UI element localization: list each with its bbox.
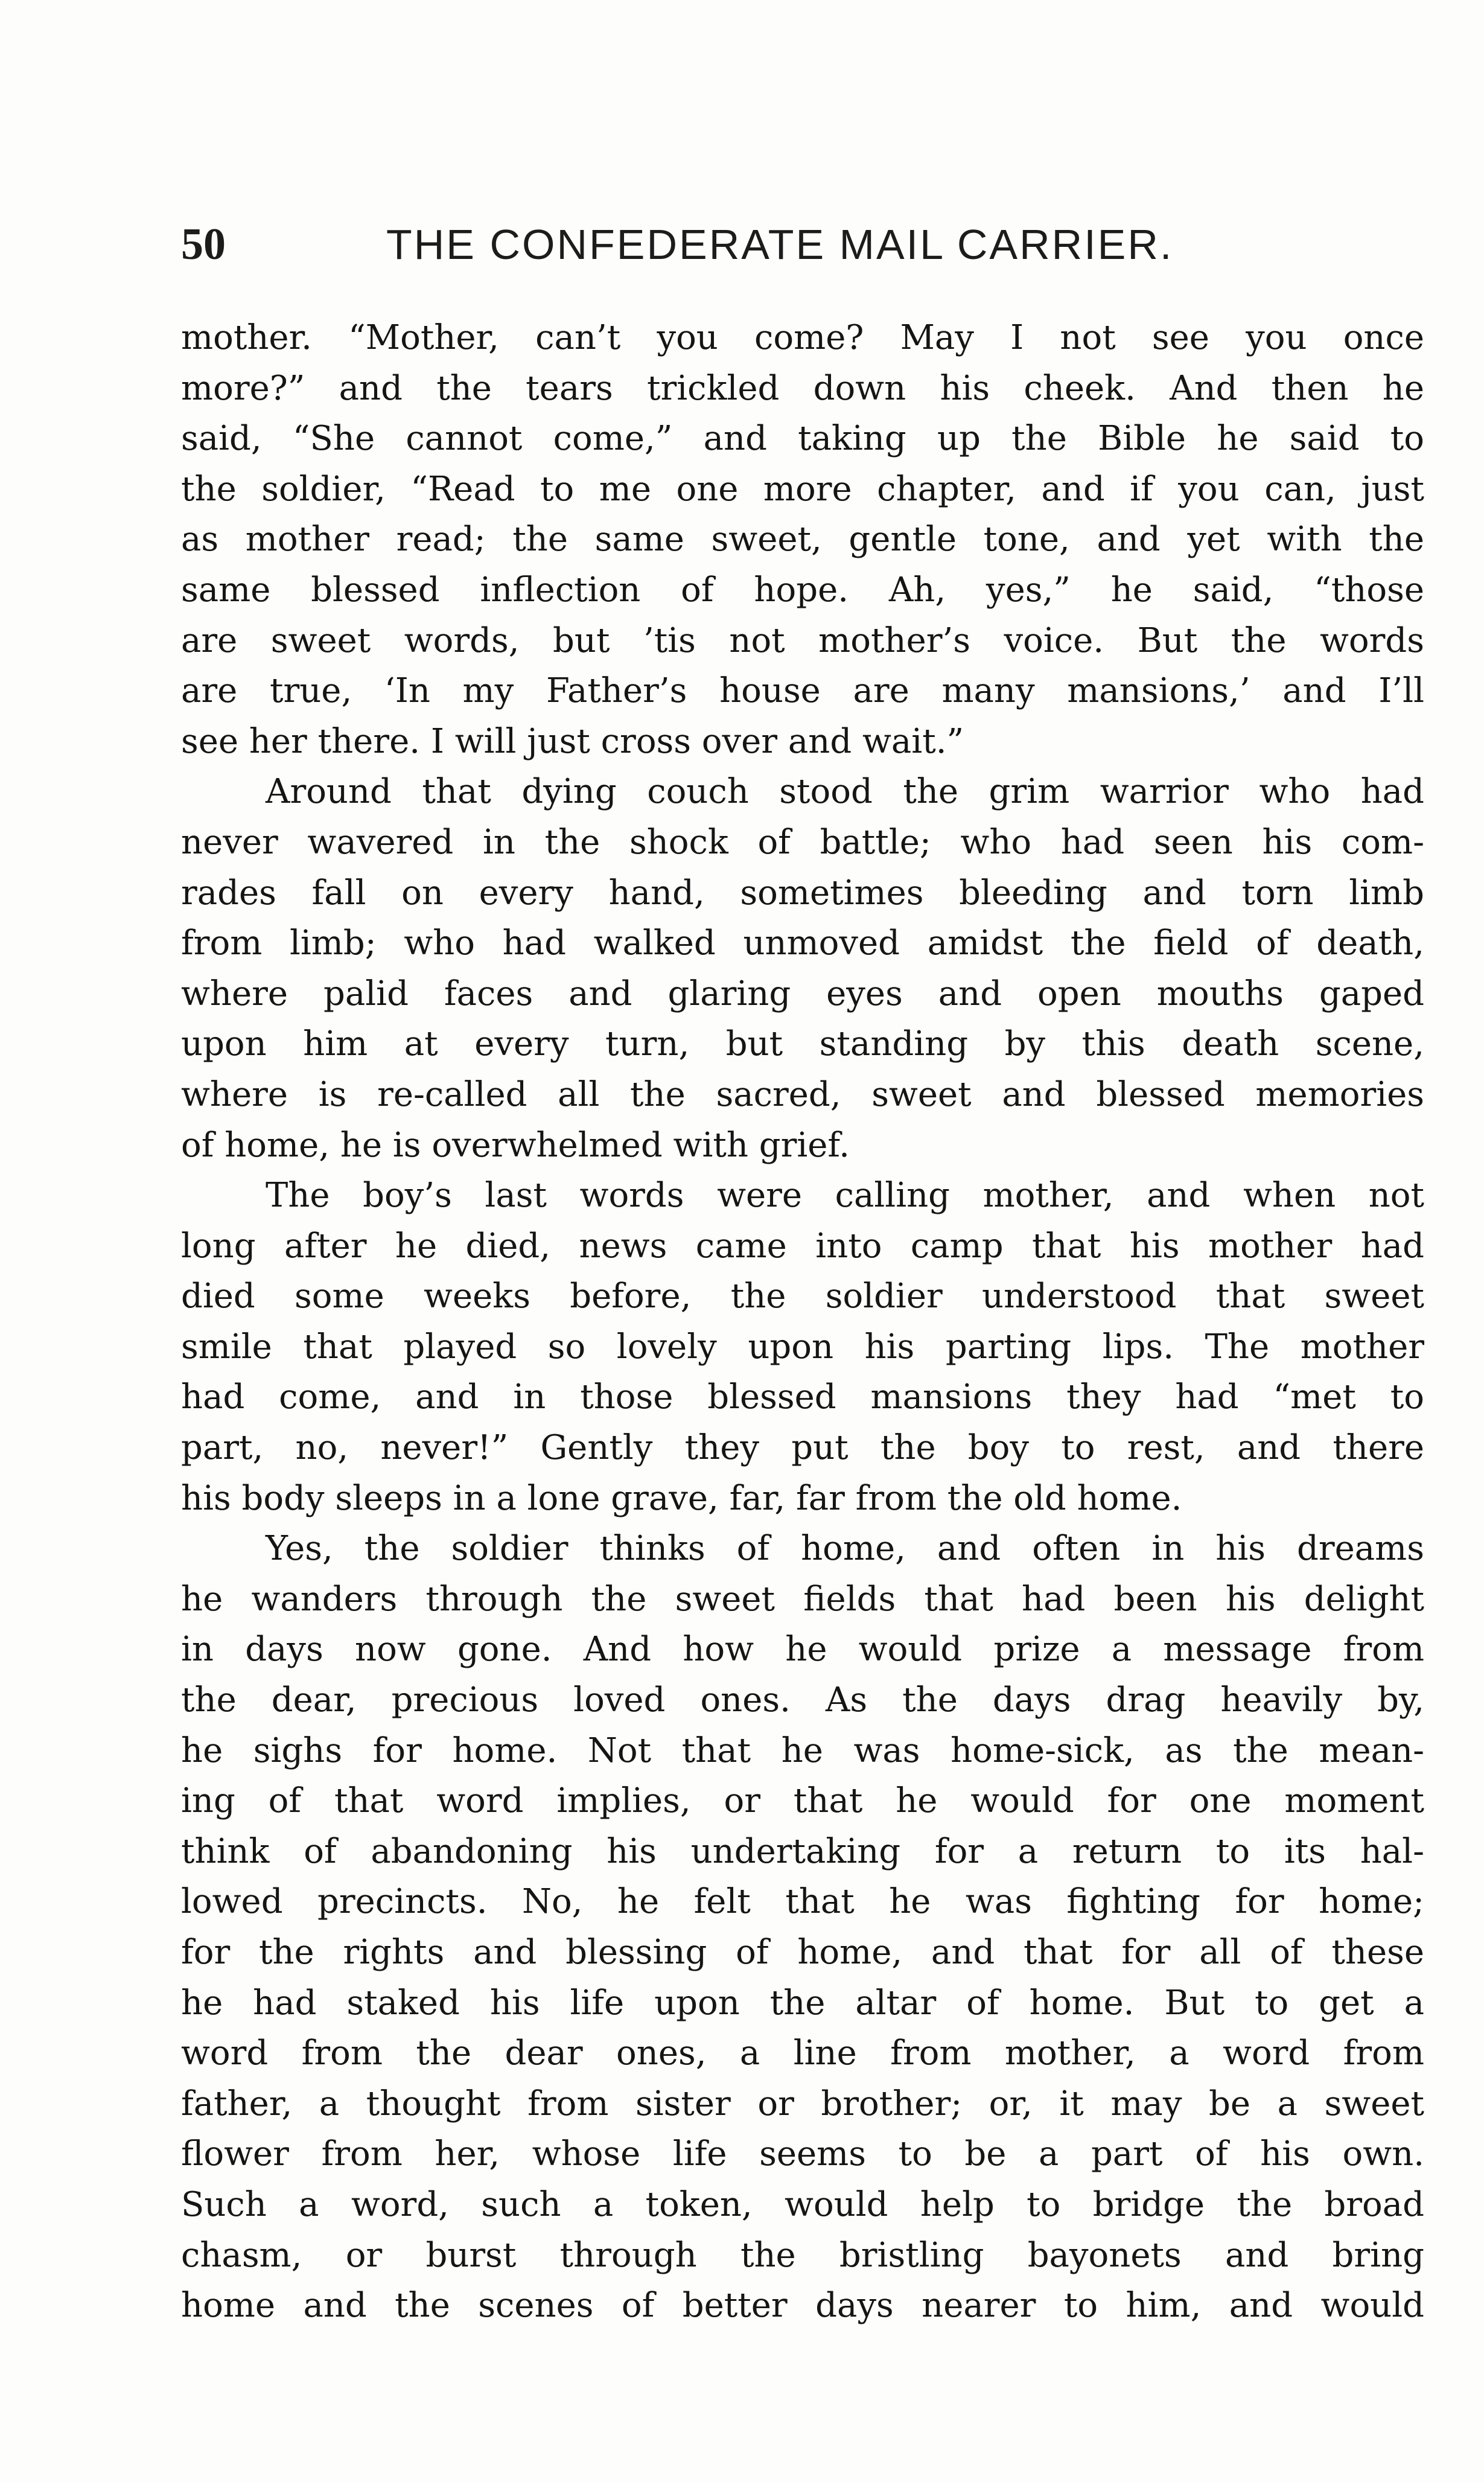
text-line: rades fall on every hand, sometimes bleeding and torn limb bbox=[181, 873, 1424, 913]
text-line: of home, he is overwhelmed with grief. bbox=[181, 1125, 850, 1165]
text-line: same blessed inflection of hope. Ah, yes,” he said, “those bbox=[181, 570, 1424, 610]
text-line: are sweet words, but ’tis not mother’s voice. But the words bbox=[181, 620, 1424, 660]
paragraph-2 bbox=[181, 767, 1424, 1170]
paragraph-1 bbox=[181, 313, 1424, 767]
text-line: Yes, the soldier thinks of home, and often in his dreams bbox=[266, 1529, 1424, 1569]
paragraph-4 bbox=[181, 1523, 1424, 2331]
text-line: he had staked his life upon the altar of home. But to get a bbox=[181, 1983, 1424, 2023]
text-line: smile that played so lovely upon his parting lips. The mother bbox=[181, 1327, 1424, 1367]
text-line: for the rights and blessing of home, and that for all of these bbox=[181, 1933, 1424, 1972]
running-title: THE CONFEDERATE MAIL CARRIER. bbox=[386, 221, 1174, 268]
text-line: his body sleeps in a lone grave, far, far from the old home. bbox=[181, 1478, 1182, 1518]
text-line: he sighs for home. Not that he was home-sick, as the mean- bbox=[181, 1731, 1424, 1770]
body-text bbox=[181, 313, 1424, 2331]
text-line: part, no, never!” Gently they put the boy to rest, and there bbox=[181, 1428, 1424, 1468]
text-line: ing of that word implies, or that he would for one moment bbox=[181, 1781, 1424, 1821]
paragraph-3 bbox=[181, 1170, 1424, 1523]
running-head bbox=[181, 214, 1424, 287]
text-line: he wanders through the sweet fields that had been his delight bbox=[181, 1579, 1424, 1619]
text-line: more?” and the tears trickled down his cheek. And then he bbox=[181, 368, 1424, 408]
text-line: said, “She cannot come,” and taking up the Bible he said to bbox=[181, 419, 1424, 459]
text-line: chasm, or burst through the bristling bayonets and bring bbox=[181, 2235, 1424, 2275]
text-line: flower from her, whose life seems to be a part of his own. bbox=[181, 2134, 1424, 2174]
page-number: 50 bbox=[181, 220, 226, 269]
text-line: upon him at every turn, but standing by this death scene, bbox=[181, 1024, 1424, 1064]
text-line: where is re-called all the sacred, sweet and blessed memories bbox=[181, 1074, 1424, 1114]
text-line: word from the dear ones, a line from mother, a word from bbox=[181, 2034, 1424, 2073]
text-line: lowed precincts. No, he felt that he was fighting for home; bbox=[181, 1882, 1424, 1922]
text-line: think of abandoning his undertaking for a return to its hal- bbox=[181, 1831, 1424, 1871]
text-line: never wavered in the shock of battle; who had seen his com- bbox=[181, 822, 1424, 862]
text-line: died some weeks before, the soldier understood that sweet bbox=[181, 1277, 1424, 1316]
text-line: where palid faces and glaring eyes and open mouths gaped bbox=[181, 974, 1424, 1013]
text-line: The boy’s last words were calling mother, and when not bbox=[266, 1176, 1424, 1216]
text-line: see her there. I will just cross over and wait.” bbox=[181, 721, 964, 761]
text-line: had come, and in those blessed mansions they had “met to bbox=[181, 1377, 1424, 1417]
text-line: Such a word, such a token, would help to bridge the broad bbox=[181, 2184, 1424, 2224]
text-line: from limb; who had walked unmoved amidst the field of death, bbox=[181, 924, 1424, 963]
text-line: as mother read; the same sweet, gentle tone, and yet with the bbox=[181, 520, 1424, 560]
text-line: are true, ‘In my Father’s house are many mansions,’ and I’ll bbox=[181, 671, 1424, 711]
text-line: Around that dying couch stood the grim warrior who had bbox=[266, 772, 1424, 812]
text-line: in days now gone. And how he would prize a message from bbox=[181, 1630, 1424, 1670]
text-line: father, a thought from sister or brother; or, it may be a sweet bbox=[181, 2084, 1424, 2123]
text-line: mother. “Mother, can’t you come? May I not see you once bbox=[181, 318, 1424, 357]
text-line: the soldier, “Read to me one more chapter, and if you can, just bbox=[181, 469, 1424, 509]
text-line: home and the scenes of better days nearer to him, and would bbox=[181, 2286, 1424, 2326]
text-line: long after he died, news came into camp that his mother had bbox=[181, 1226, 1424, 1266]
text-line: the dear, precious loved ones. As the days drag heavily by, bbox=[181, 1680, 1424, 1720]
